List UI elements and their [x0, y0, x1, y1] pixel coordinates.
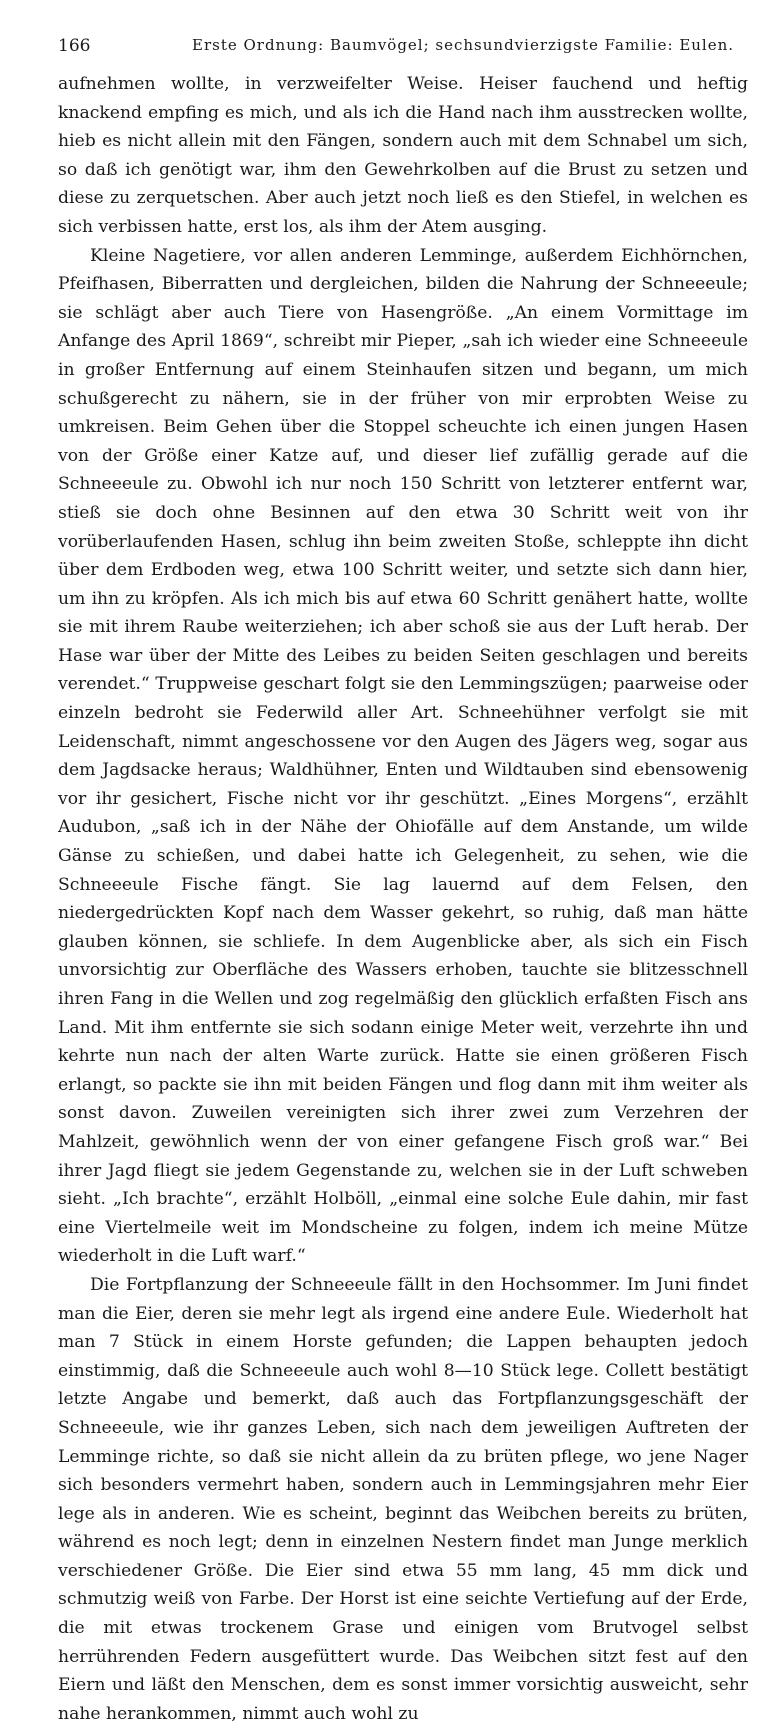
paragraph: Die Fortpflanzung der Schneeeule fällt in den Hochsommer. Im Juni findet man die Eier, deren sie mehr legt als irgend eine andere Eule. Wiederholt hat man 7 Stück in einem Horste gefunden; die Lappen behaupten jedoch einstimmig, daß die Schneeeule auch wohl 8—10 Stück lege. Collett bestätigt letzte Angabe und bemerkt, daß auch das Fortpflanzungsgeschäft der Schneeeule, wie ihr ganzes Leben, sich nach dem jeweiligen Auftreten der Lemminge richte, so daß sie nicht allein da zu brüten pflege, wo jene Nager sich besonders vermehrt haben, sondern auch in Lemmingsjahren mehr Eier lege als in anderen. Wie es scheint, beginnt das Weibchen bereits zu brüten, während es noch legt; denn in einzelnen Nestern findet man Junge merklich verschiedener Größe. Die Eier sind etwa 55 mm lang, 45 mm dick und schmutzig weiß von Farbe. Der Horst ist eine seichte Vertiefung auf der Erde, die mit etwas trockenem Grase und einigen vom Brutvogel selbst herrührenden Federn ausgefüttert wurde. Das Weibchen sitzt fest auf den Eiern und läßt den Menschen, dem es sonst immer vorsichtig ausweicht, sehr nahe herankommen, nimmt auch wohl zu [58, 1274, 748, 1724]
paragraph: aufnehmen wollte, in verzweifelter Weise. Heiser fauchend und heftig knackend empfing es mich, und als ich die Hand nach ihm ausstrecken wollte, hieb es nicht allein mit den Fängen, sondern auch mit dem Schnabel um sich, so daß ich genötigt war, ihm den Gewehrkolben auf die Brust zu setzen und diese zu zerquetschen. Aber auch jetzt noch ließ es den Stiefel, in welchen es sich verbissen hatte, erst los, als ihm der Atem ausging. [58, 74, 748, 237]
paragraph: Kleine Nagetiere, vor allen anderen Lemminge, außerdem Eichhörnchen, Pfeifhasen, Biberratten und dergleichen, bilden die Nahrung der Schneeeule; sie schlägt aber auch Tiere von Hasengröße. „An einem Vormittage im Anfange des April 1869“, schreibt mir Pieper, „sah ich wieder eine Schneeeule in großer Entfernung auf einem Steinhaufen sitzen und begann, um mich schußgerecht zu nähern, sie in der früher von mir erprobten Weise zu umkreisen. Beim Gehen über die Stoppel scheuchte ich einen jungen Hasen von der Größe einer Katze auf, und dieser lief zufällig gerade auf die Schneeeule zu. Obwohl ich nur noch 150 Schritt von letzterer entfernt war, stieß sie doch ohne Besinnen auf den etwa 30 Schritt weit von ihr vorüberlaufenden Hasen, schlug ihn beim zweiten Stoße, schleppte ihn dicht über dem Erdboden weg, etwa 100 Schritt weiter, und setzte sich dann hier, um ihn zu kröpfen. Als ich mich bis auf etwa 60 Schritt genähert hatte, wollte sie mit ihrem Raube weiterziehen; ich aber schoß sie aus der Luft herab. Der Hase war über der Mitte des Leibes zu beiden Seiten geschlagen und bereits verendet.“ Truppweise geschart folgt sie den Lemmingszügen; paarweise oder einzeln bedroht sie Federwild aller Art. Schneehühner verfolgt sie mit Leidenschaft, nimmt angeschossene vor den Augen des Jägers weg, sogar aus dem Jagdsacke heraus; Waldhühner, Enten und Wildtauben sind ebensowenig vor ihr gesichert, Fische nicht vor ihr geschützt. „Eines Morgens“, erzählt Audubon, „saß ich in der Nähe der Ohiofälle auf dem Anstande, um wilde Gänse zu schießen, und dabei hatte ich Gelegenheit, zu sehen, wie die Schneeeule Fische fängt. Sie lag lauernd auf dem Felsen, den niedergedrückten Kopf nach dem Wasser gekehrt, so ruhig, daß man hätte glauben können, sie schliefe. In dem Augenblicke aber, als sich ein Fisch unvorsichtig zur Oberfläche des Wassers erhoben, tauchte sie blitzesschnell ihren Fang in die Wellen und zog regelmäßig den glücklich erfaßten Fisch ans Land. Mit ihm entfernte sie sich sodann einige Meter weit, verzehrte ihn und kehrte nun nach der alten Warte zurück. Hatte sie einen größeren Fisch erlangt, so packte sie ihn mit beiden Fängen und flog dann mit ihm weiter als sonst davon. Zuweilen vereinigten sich ihrer zwei zum Verzehren der Mahlzeit, gewöhnlich wenn der von einer gefangene Fisch groß war.“ Bei ihrer Jagd fliegt sie jedem Gegenstande zu, welchen sie in der Luft schweben sieht. „Ich brachte“, erzählt Holböll, „einmal eine solche Eule dahin, mir fast eine Viertelmeile weit im Mondscheine zu folgen, indem ich meine Mütze wiederholt in die Luft warf.“ [58, 245, 748, 1267]
page-header [58, 0, 748, 56]
body-text [58, 70, 748, 1728]
running-head: Erste Ordnung: Baumvögel; sechsundvierzigste Familie: Eulen. [192, 36, 735, 54]
page-number: 166 [58, 36, 91, 56]
